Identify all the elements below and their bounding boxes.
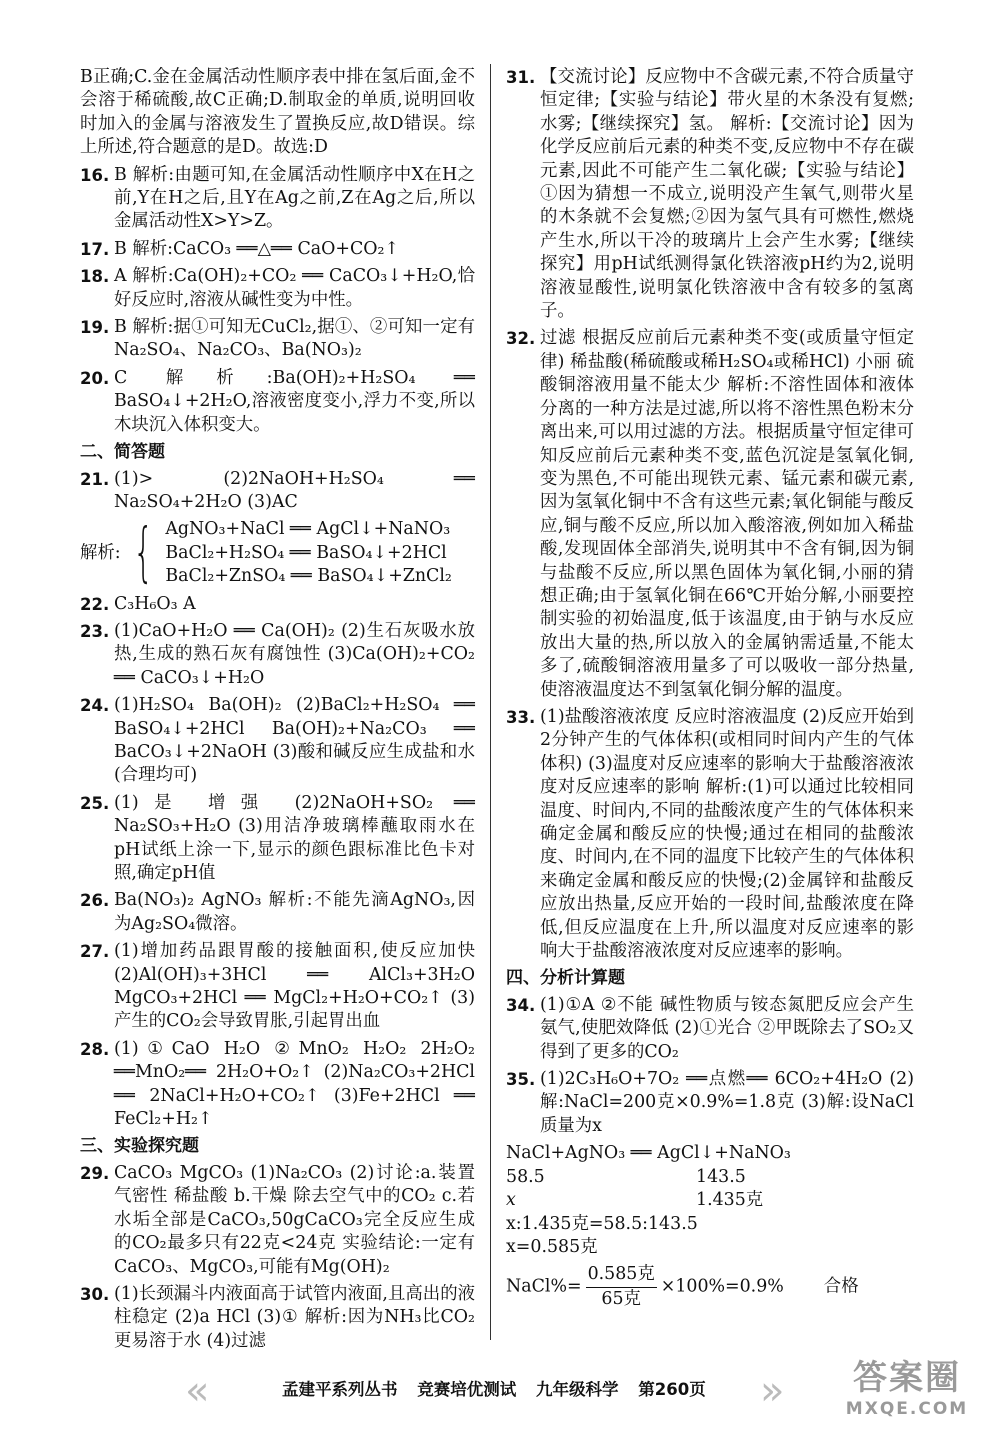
answer-25: 25. (1)是 增强 (2)2NaOH+SO₂ ══ Na₂SO₃+H₂O (3)用洁净玻璃棒蘸取雨水在pH试纸上涂一下,显示的颜色跟标准比色卡对照,确定pH值	[80, 792, 475, 883]
answer-21: 21. (1)> (2)2NaOH+H₂SO₄ ══ Na₂SO₄+2H₂O (3)AC	[80, 468, 475, 512]
answer-19: 19. B 解析:据①可知无CuCl₂,据①、②可知一定有Na₂SO₄、Na₂CO₃、Ba(NO₃)₂	[80, 317, 475, 361]
answer-17: 17. B 解析:CaCO₃ ══△══ CaO+CO₂↑	[80, 238, 400, 259]
equation-line: NaCl+AgNO₃ ══ AgCl↓+NaNO₃	[506, 1143, 791, 1164]
answer-35: 35. (1)2C₃H₆O+7O₂ ══点燃══ 6CO₂+4H₂O (2)解:NaCl=200克×0.9%=1.8克 (3)解:设NaCl质量为x	[506, 1069, 914, 1136]
mass-ratio-line: 58.5 143.5	[506, 1166, 746, 1187]
proportion-line: x:1.435克=58.5:143.5	[506, 1213, 698, 1234]
equation-list	[165, 518, 452, 588]
equation-line: AgNO₃+NaCl ══ AgCl↓+NaNO₃	[165, 519, 451, 540]
answer-15-continued: B正确;C.金在金属活动性顺序表中排在氢后面,金不会溶于稀硫酸,故C正确;D.制取金的单质,说明回收时加入的金属与溶液发生了置换反应,故D错误。综上所述,符合题意的是D。故选:D	[80, 67, 475, 158]
answer-34: 34. (1)①A ②不能 碱性物质与铵态氮肥反应会产生氨气,使肥效降低 (2)①光合 ②甲既除去了SO₂又得到了更多的CO₂	[506, 994, 914, 1062]
answer-29: 29. CaCO₃ MgCO₃ (1)Na₂CO₃ (2)讨论:a.装置气密性 稀盐酸 b.干燥 除去空气中的CO₂ c.若水垢全部是CaCO₃,50gCaCO₃完全反应生成的CO₂最多只有22克<24克 实验结论:一定有CaCO₃、MgCO₃,可能有Mg(OH)₂	[80, 1162, 475, 1277]
answer-16: 16. B 解析:由题可知,在金属活动性顺序中X在H之前,Y在H之后,且Y在Ag之前,Z在Ag之后,所以金属活动性X>Y>Z。	[80, 164, 475, 232]
equation-line: BaCl₂+ZnSO₄ ══ BaSO₄↓+ZnCl₂	[165, 566, 452, 587]
section-heading-calculation: 四、分析计算题	[506, 968, 625, 989]
answer-31: 31. 【交流讨论】反应物中不含碳元素,不符合质量守恒定律;【实验与结论】带火星的木条没有复燃;水雾;【继续探究】氢。 解析:【交流讨论】因为化学反应前后元素的种类不变,反应物中不存在碳元素,因此不可能产生二氧化碳;【实验与结论】①因为猜想一不成立,说明没产生氧气,则带火星的木条就不会复燃;②因为氢气具有可燃性,燃烧产生水,所以干冷的玻璃片上会产生水雾;【继续探究】用pH试纸测得氯化铁溶液pH约为2,说明溶液显酸性,说明氯化铁溶液中含有较多的氢离子。	[506, 67, 914, 322]
right-column	[506, 66, 914, 1311]
unknown-line: x 1.435克	[506, 1190, 764, 1211]
answer-20: 20. C 解析:Ba(OH)₂+H₂SO₄ ══ BaSO₄↓+2H₂O,溶液密度变小,浮力不变,所以木块沉入体积变大。	[80, 367, 475, 435]
page-number: 第260页	[638, 1380, 706, 1399]
chevron-left-icon: «	[185, 1368, 210, 1414]
answer-30: 30. (1)长颈漏斗内液面高于试管内液面,且高出的液柱稳定 (2)a HCl (3)① 解析:因为NH₃比CO₂更易溶于水 (4)过滤	[80, 1283, 475, 1351]
answer-23: 23. (1)CaO+H₂O ══ Ca(OH)₂ (2)生石灰吸水放热,生成的熟石灰有腐蚀性 (3)Ca(OH)₂+CO₂ ══ CaCO₃↓+H₂O	[80, 620, 475, 688]
answer-33: 33. (1)盐酸溶液浓度 反应时溶液温度 (2)反应开始到2分钟产生的气体体积(或相同时间内产生的气体体积) (3)温度对反应速率的影响大于盐酸溶液浓度对反应速率的影响 解析:(1)可以通过比较相同温度、时间内,不同的盐酸浓度产生的气体体积来确定金属和酸反应的快慢;通过在相同的盐酸浓度、时间内,在不同的温度下比较产生的气体体积来确定金属和酸反应的快慢;(2)金属锌和盐酸反应放出热量,反应开始的一段时间,盐酸浓度在降低,但反应温度在上升,所以温度对反应速率的影响大于盐酸溶液浓度对反应速率的影响。	[506, 706, 914, 962]
footer-text	[282, 1376, 720, 1400]
brace-glyph: {	[132, 516, 154, 591]
answer-32: 32. 过滤 根据反应前后元素种类不变(或质量守恒定律) 稀盐酸(稀硫酸或稀H₂SO₄或稀HCl) 小丽 硫酸铜溶液用量不能太少 解析:不溶性固体和液体分离的一种方法是过滤,所以将不溶性黑色粉末分离出来,可以用过滤的方法。根据质量守恒定律可知反应前后元素种类不变,蓝色沉淀是氢氧化铜,变为黑色,不可能出现铁元素、锰元素和碳元素,因为氢氧化铜中不含有这些元素;氧化铜能与酸反应,铜与酸不反应,所以加入酸溶液,例如加入稀盐酸,发现固体全部消失,说明其中不含有铜,因为铜与盐酸不反应,所以黑色固体为氧化铜,小丽的猜想正确;由于氢氧化铜在66℃开始分解,小丽要控制实验的初始温度,低于该温度,由于钠与水反应放出大量的热,所以放入的金属钠需适量,不能太多了,硫酸铜溶液用量多了可以吸收一部分热量,使溶液温度达不到氢氧化铜分解的温度。	[506, 328, 914, 700]
book-name: 竞赛培优测试	[417, 1380, 517, 1399]
result-line: x=0.585克	[506, 1236, 598, 1257]
percentage-line: NaCl%= $\frac{\text{0.585克}}{\text{65克}}$ ×100%=0.9% 合格	[506, 1263, 914, 1311]
answer-18: 18. A 解析:Ca(OH)₂+CO₂ ══ CaCO₃↓+H₂O,恰好反应时,溶液从碱性变为中性。	[80, 266, 475, 310]
column-divider	[490, 64, 491, 1340]
answer-27: 27. (1)增加药品跟胃酸的接触面积,使反应加快 (2)Al(OH)₃+3HCl ══ AlCl₃+3H₂O MgCO₃+2HCl ══ MgCl₂+H₂O+CO₂↑ (3)产生的CO₂会导致胃胀,引起胃出血	[80, 941, 475, 1032]
grade-subject: 九年级科学	[536, 1380, 619, 1399]
left-column	[80, 66, 475, 1357]
answer-21-analysis	[80, 516, 475, 591]
answer-22: 22. C₃H₆O₃ A	[80, 593, 196, 614]
section-heading-short-answer: 二、简答题	[80, 442, 165, 463]
equation-line: BaCl₂+H₂SO₄ ══ BaSO₄↓+2HCl	[165, 542, 447, 563]
watermark-logo: 答案圈 MXQE.COM	[845, 1358, 969, 1419]
answer-28: 28. (1)①CaO H₂O ②MnO₂ H₂O₂ 2H₂O₂ ══MnO₂══ 2H₂O+O₂↑ (2)Na₂CO₃+2HCl ══ 2NaCl+H₂O+CO₂↑ (3)Fe+2HCl ══ FeCl₂+H₂↑	[80, 1038, 475, 1130]
answer-26: 26. Ba(NO₃)₂ AgNO₃ 解析:不能先滴AgNO₃,因为Ag₂SO₄微溶。	[80, 890, 475, 934]
answer-24: 24. (1)H₂SO₄ Ba(OH)₂ (2)BaCl₂+H₂SO₄ ══ BaSO₄↓+2HCl Ba(OH)₂+Na₂CO₃ ══ BaCO₃↓+2NaOH (3)酸和碱反应生成盐和水(合理均可)	[80, 695, 475, 786]
section-heading-experiment: 三、实验探究题	[80, 1136, 199, 1157]
answer-35-calculation	[506, 1142, 914, 1311]
analysis-label: 解析:	[80, 542, 121, 563]
fraction: $\frac{\text{0.585克}}{\text{65克}}$	[587, 1264, 655, 1309]
chevron-right-icon: »	[760, 1368, 785, 1414]
series-name: 孟建平系列丛书	[282, 1380, 398, 1399]
